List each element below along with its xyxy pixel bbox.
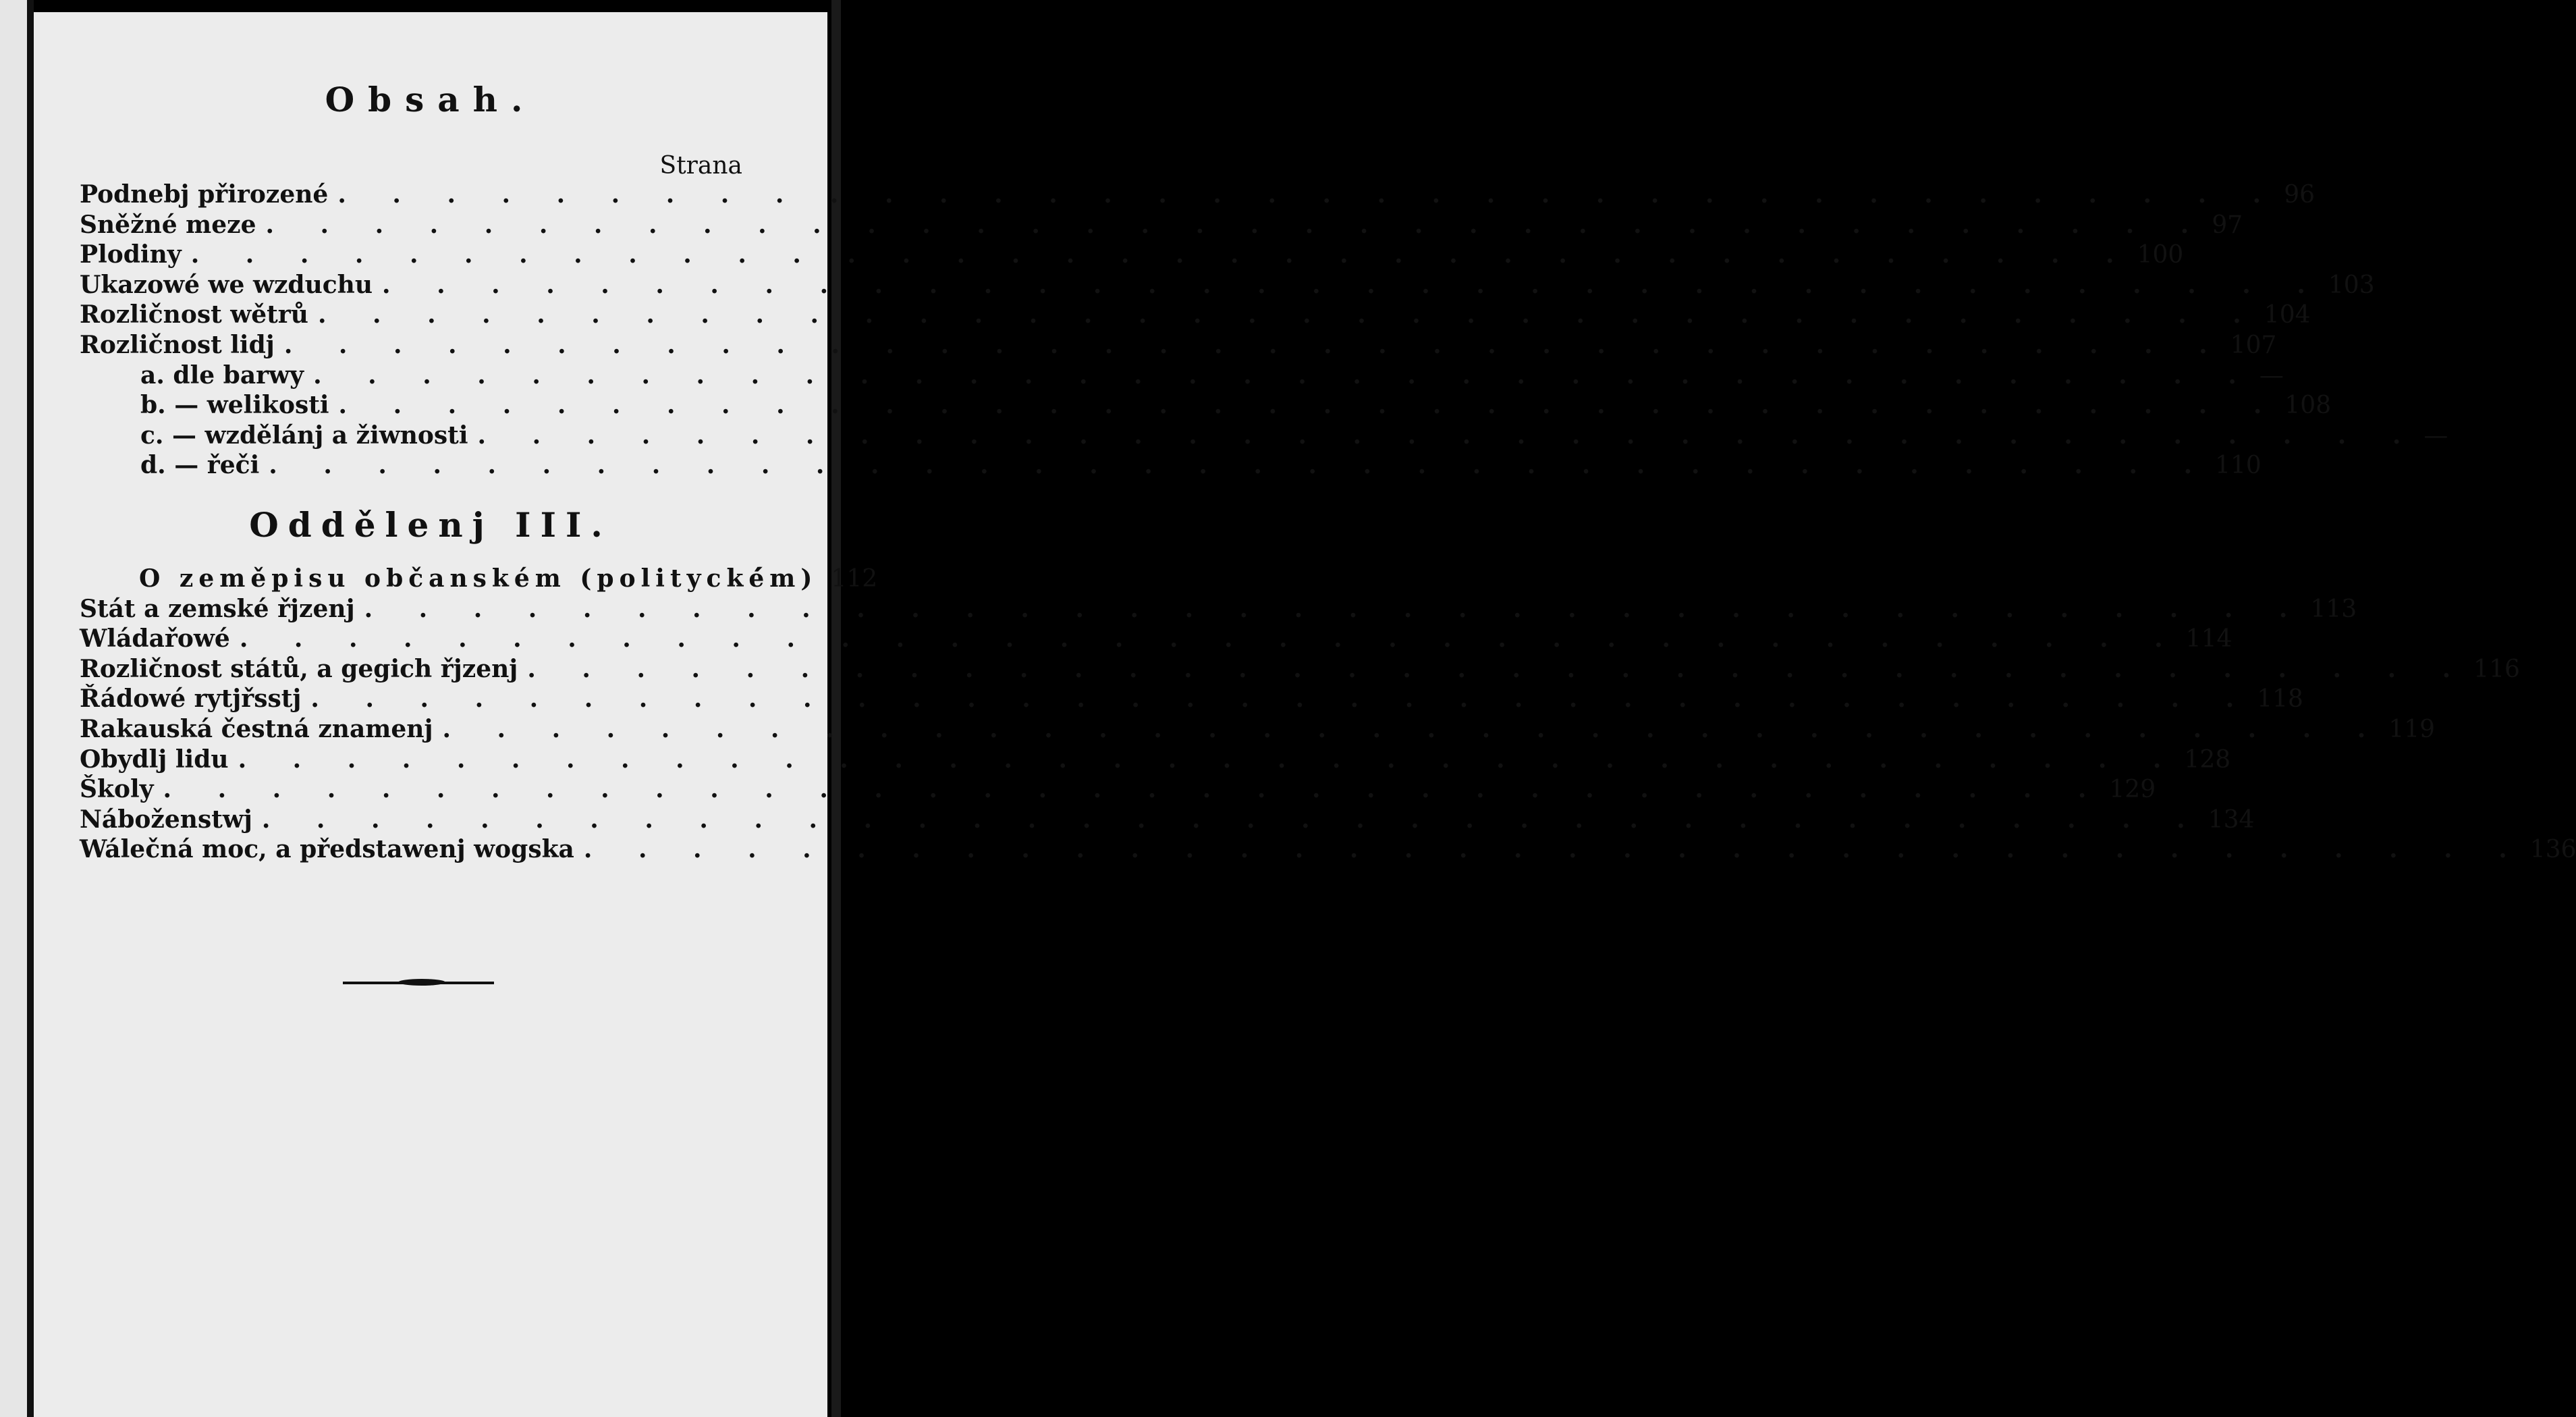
toc-entry-page: 100 (2137, 241, 2184, 269)
toc-entry (80, 210, 2243, 240)
toc-entry (80, 180, 2315, 210)
decorative-rule-ornament (398, 979, 445, 986)
toc-entry-page: 107 (2230, 331, 2277, 359)
toc-entry-label: b. — welikosti (140, 391, 329, 420)
toc-entry-label: Ukazowé we wzduchu (80, 270, 373, 299)
toc-part-1 (80, 180, 2448, 481)
toc-entry-label: Wálečná moc, a předstawenj wogska (80, 835, 574, 864)
dot-leader (442, 714, 2384, 745)
toc-entry-label: Rozličnost wětrů (80, 300, 308, 329)
dot-leader (313, 360, 2255, 391)
dot-leader (584, 834, 2526, 865)
toc-entry-page: 103 (2328, 271, 2375, 299)
toc-entry-page: 116 (2473, 655, 2520, 683)
dot-leader (191, 240, 2133, 270)
toc-entry-label: Stát a zemské řjzenj (80, 594, 355, 623)
dot-leader (339, 390, 2281, 421)
toc-subentry (80, 421, 2448, 451)
toc-entry-label: O zeměpisu občanském (politycké́m) (139, 564, 818, 593)
toc-entry-label: Rozličnost států, a gegich řjzenj (80, 654, 518, 683)
toc-entry-label: Náboženstwj (80, 805, 252, 834)
toc-entry (80, 624, 2232, 654)
toc-entry-page: 128 (2184, 745, 2231, 774)
toc-entry-label: Plodiny (80, 240, 182, 269)
toc-subentry (80, 360, 2284, 391)
toc-entry-page: 108 (2284, 392, 2332, 420)
dot-leader (527, 654, 2469, 685)
dot-leader (238, 745, 2181, 775)
dot-leader (163, 774, 2106, 805)
page-column-header: Strana (659, 152, 742, 180)
toc-entry (80, 300, 2311, 330)
toc-subentry (80, 450, 2262, 481)
dot-leader (284, 330, 2226, 360)
toc-entry-page: 104 (2264, 301, 2311, 329)
toc-entry-label: Školy (80, 775, 154, 804)
dot-leader (310, 684, 2253, 714)
toc-entry-label: Řádowé rytjřsstj (80, 685, 302, 714)
toc-entry (80, 594, 2357, 624)
toc-entry-page: — (2259, 361, 2284, 390)
toc-entry (80, 564, 878, 594)
toc-entry-label: Rakauská čestná znamenj (80, 714, 433, 743)
page-title: Obsah. (325, 80, 537, 119)
dot-leader (265, 210, 2208, 240)
toc-entry (80, 834, 2576, 865)
dot-leader (318, 300, 2260, 330)
toc-entry-page: 113 (2310, 595, 2357, 623)
toc-entry (80, 774, 2156, 805)
toc-entry-page: 136 (2529, 836, 2576, 864)
toc-entry-label: Obydlj lidu (80, 745, 229, 774)
section-title: Oddělenj III. (249, 505, 612, 545)
toc-entry (80, 240, 2184, 270)
toc-entry-label: Sněžné meze (80, 210, 256, 239)
toc-entry (80, 330, 2277, 360)
toc-subentry (80, 390, 2332, 421)
toc-entry-page: 114 (2185, 625, 2232, 653)
dot-leader (240, 624, 2182, 654)
toc-entry-page: 110 (2215, 452, 2262, 480)
dot-leader (269, 450, 2211, 481)
toc-entry-page: 118 (2257, 685, 2303, 714)
toc-entry (80, 745, 2231, 775)
toc-entry-page: — (2423, 421, 2448, 450)
toc-entry-label: d. — řeči (140, 451, 260, 480)
previous-page-edge (0, 0, 27, 1417)
toc-entry-label: a. dle barwy (140, 360, 304, 390)
toc-entry-label: Podnebj přirozené (80, 180, 329, 209)
toc-entry (80, 714, 2436, 745)
dot-leader (337, 180, 2280, 210)
toc-entry (80, 805, 2255, 835)
dot-leader (478, 421, 2420, 451)
toc-entry-page: 119 (2388, 715, 2436, 743)
dot-leader (382, 270, 2324, 300)
toc-entry-page: 96 (2284, 181, 2315, 209)
toc-entry-label: Rozličnost lidj (80, 330, 275, 359)
toc-entry-page: 129 (2109, 776, 2156, 804)
toc-entry-label: Wládařowé (80, 624, 230, 653)
book-page (34, 12, 2576, 1417)
toc-entry-page: 112 (831, 565, 878, 593)
toc-entry (80, 654, 2520, 685)
toc-entry-page: 134 (2208, 805, 2255, 834)
toc-entry (80, 270, 2375, 300)
book-gutter (27, 0, 34, 1417)
dot-leader (262, 805, 2204, 835)
toc-part-2 (80, 564, 2576, 865)
toc-entry-label: c. — wzdělánj a žiwnosti (140, 421, 468, 450)
dot-leader (364, 594, 2307, 624)
toc-entry (80, 684, 2303, 714)
toc-entry-page: 97 (2212, 211, 2243, 239)
